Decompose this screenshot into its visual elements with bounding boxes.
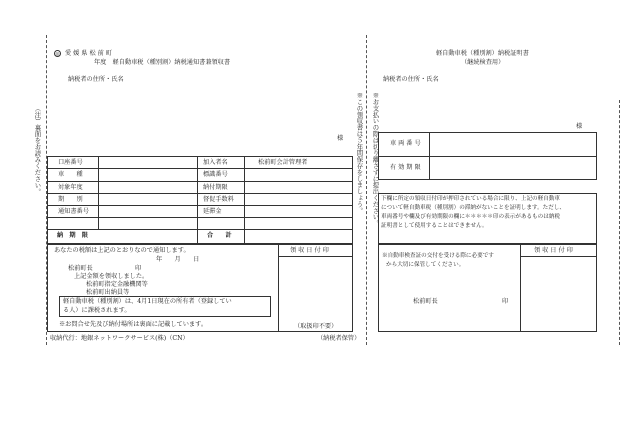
cert-line-3: 車両番号や欄及び有効期限の欄に＊＊＊＊＊印の表示があるものは納税	[381, 214, 561, 220]
right-stamp-label: 領 収 日 付 印	[534, 247, 573, 254]
left-stamp-label: 領 収 日 付 印	[290, 247, 329, 254]
retention-note: ※この領収書は５年間保存をしましょう。	[355, 92, 364, 214]
left-mayor-text: 松前町長	[68, 265, 93, 272]
right-seal-char: 印	[502, 298, 509, 305]
cert-line-1: 下欄に所定の領収日付印が押印されている場合に限り、上記の軽自動車	[381, 196, 561, 202]
submission-note: ※お支払いの際は切り離さずに提出ください。	[371, 92, 380, 227]
info-box-line1: 軽自動車税（種別割）は、4月1日現在の所有者（登録してい	[63, 298, 232, 305]
label-term: 期 別	[58, 196, 83, 203]
left-seal-char: 印	[135, 265, 142, 272]
label-account-number: 口座番号	[58, 159, 83, 166]
town-emblem-icon: ◎	[55, 52, 60, 57]
label-late-fee: 延滞金	[203, 208, 222, 215]
label-reminder-fee: 督促手数料	[203, 196, 234, 203]
label-notice-number: 通知書番号	[58, 208, 89, 215]
received-text: 上記金額を領収しました。	[74, 273, 149, 280]
date-text: 年 月 日	[156, 256, 200, 263]
left-side-note: （注）裏面をお読みください。	[33, 105, 42, 195]
left-sama: 様	[337, 135, 344, 142]
middle-cut-line	[366, 35, 367, 345]
label-due-date: 納 期 限	[57, 232, 88, 239]
stamp-note: （取扱印不要）	[294, 323, 338, 330]
label-target-year: 対象年度	[58, 184, 83, 191]
label-vehicle-type: 車 種	[58, 171, 83, 178]
left-info-grid	[47, 156, 353, 244]
cert-line-4: 証明書として使用することはできません。	[381, 223, 488, 229]
keep-note: （納税者保管）	[317, 335, 361, 342]
footnote: ※お問合せ先及び納付場所は裏面に記載しています。	[59, 321, 208, 328]
label-validity: 有 効 期 限	[390, 164, 421, 171]
bank-text: 松前町指定金融機関等	[86, 281, 148, 288]
keep-line-1: ※自動車検査証の交付を受ける際に必要です	[382, 253, 494, 259]
right-mayor-text: 松前町長	[413, 298, 438, 305]
left-payer-label: 納税者の住所・氏名	[68, 76, 124, 83]
right-sama: 様	[576, 123, 583, 130]
cert-line-2: について軽自動車税（種別割）の滞納がないことを証明します。ただし、	[381, 205, 566, 211]
header-org: 愛 媛 県 松 前 町	[65, 50, 112, 57]
office-text: 松前町出納員等	[86, 289, 130, 296]
label-payee-name: 加入者名	[203, 159, 228, 166]
right-payer-label: 納税者の住所・氏名	[383, 76, 439, 83]
cert-title: 軽自動車税（種別割）納税証明書	[436, 50, 529, 57]
label-vehicle-number: 車 両 番 号	[390, 140, 421, 147]
keep-line-2: から大切に保管してください。	[386, 262, 465, 268]
payee-value: 松前町会計管理者	[258, 159, 308, 166]
notice-text: あなたの税額は上記のとおりなので通知します。	[54, 247, 190, 254]
label-payment-deadline: 納付期限	[203, 184, 228, 191]
info-box-line2: る人）に課税されます。	[63, 307, 131, 314]
label-total: 合 計	[207, 232, 232, 239]
header-title: 年度 軽自動車税（種別割）納税通知書兼領収書	[94, 59, 231, 66]
label-plate-number: 標識番号	[203, 171, 228, 178]
right-cut-line	[619, 100, 620, 345]
cert-subtitle: （継続検査用）	[461, 59, 505, 66]
agent-text: 収納代行：地銀ネットワークサービス(株)（CN）	[50, 335, 189, 342]
